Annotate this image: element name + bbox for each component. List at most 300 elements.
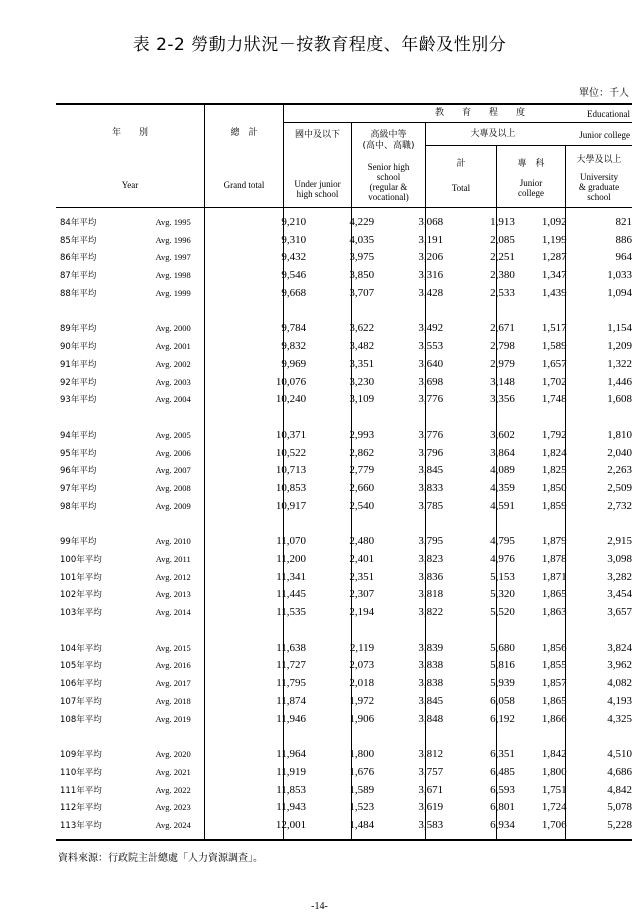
cell-under-junior: 3,850 [349,269,375,282]
header-junior-en-1: Junior [519,178,543,188]
header-junior-zh: 專 科 [517,159,545,169]
row-label-en: Avg. 1996 [155,234,191,245]
row-label-zh: 97年平均 [60,484,97,494]
row-group [56,319,632,408]
cell-under-junior: 1,676 [349,765,375,778]
cell-under-junior: 2,660 [349,482,375,494]
table-row [56,639,632,657]
cell-university: 1,446 [607,375,633,388]
table-row [56,745,632,763]
row-label-zh: 95年平均 [60,448,97,459]
header-univ-en-3: school [587,192,611,202]
cell-college-total: 6,593 [490,783,515,796]
row-label-zh: 84年平均 [60,217,97,228]
cell-college-total: 5,320 [490,588,515,601]
page-title: 表 2-2 勞動力狀況－按教育程度、年齡及性別分 [132,35,507,55]
cell-grand-total: 9,668 [281,286,307,299]
row-group [56,532,632,621]
row-label-zh: 98年平均 [60,501,97,512]
header-senior-zh-1: 高級中等 [370,130,407,140]
cell-university: 4,082 [607,677,633,690]
cell-grand-total: 11,946 [276,712,307,725]
header-under-en-1: Under junior [294,179,341,189]
cell-under-junior: 4,229 [349,215,375,228]
cell-university: 4,686 [607,765,633,778]
row-label-en: Avg. 2003 [155,376,191,387]
header-univ-en-1: University [580,172,618,182]
row-label-zh: 85年平均 [60,235,97,246]
cell-college-total: 4,591 [490,499,515,512]
cell-college-total: 6,801 [490,801,515,814]
cell-senior-high: 3,838 [418,677,444,690]
cell-under-junior: 2,779 [349,464,375,477]
table-top-rule [56,103,632,105]
cell-senior-high: 3,845 [418,464,444,477]
cell-senior-high: 3,812 [418,748,444,761]
row-label-zh: 86年平均 [60,253,97,264]
cell-senior-high: 3,640 [418,357,444,370]
row-label-en: Avg. 2020 [155,749,191,760]
cell-senior-high: 3,671 [418,783,444,796]
cell-under-junior: 2,480 [349,535,375,548]
cell-under-junior: 3,482 [349,340,375,353]
cell-junior-college: 1,878 [541,552,567,565]
header-senior-en-3: (regular & [369,182,408,192]
cell-junior-college: 1,857 [541,677,567,690]
cell-senior-high: 3,836 [418,570,444,583]
header-edu-en: Educational [587,109,630,119]
cell-college-total: 6,934 [490,819,515,832]
cell-junior-college: 1,855 [541,659,567,672]
cell-university: 3,962 [607,659,633,672]
cell-under-junior: 1,523 [349,801,375,814]
table-row [56,657,632,675]
row-label-en: Avg. 2013 [155,589,191,600]
cell-junior-college: 1,825 [541,464,567,477]
row-label-zh: 112年平均 [60,803,102,814]
cell-grand-total: 10,853 [275,482,307,494]
cell-junior-college: 1,517 [541,322,567,335]
cell-college-total: 4,359 [490,482,515,494]
cell-senior-high: 3,191 [418,233,444,246]
cell-grand-total: 9,432 [281,251,307,264]
cell-senior-high: 3,068 [418,215,444,228]
header-total-en: Grand total [223,180,265,190]
cell-junior-college: 1,748 [541,393,567,406]
cell-university: 1,608 [607,393,633,406]
cell-university: 964 [615,251,633,264]
cell-senior-high: 3,492 [418,322,444,335]
cell-under-junior: 2,540 [349,499,375,512]
row-label-zh: 91年平均 [60,359,97,370]
table-row [56,390,632,408]
page-number: -14- [311,901,328,912]
cell-junior-college: 1,092 [541,215,567,228]
cell-senior-high: 3,428 [418,286,444,299]
cell-university: 1,209 [607,340,633,353]
cell-college-total: 4,976 [490,552,515,565]
row-label-en: Avg. 2024 [155,820,191,831]
cell-junior-college: 1,865 [541,694,567,707]
header-sum-en: Total [451,183,471,193]
table-row [56,816,632,834]
cell-grand-total: 9,310 [281,233,307,246]
table-row [56,231,632,249]
row-label-en: Avg. 2022 [155,784,191,795]
cell-senior-high: 3,619 [418,801,444,814]
cell-university: 3,657 [607,606,633,619]
row-label-zh: 110年平均 [60,767,102,778]
table-row [56,710,632,728]
cell-under-junior: 2,993 [349,428,375,441]
cell-college-total: 2,798 [490,340,515,353]
cell-junior-college: 1,589 [541,340,567,353]
cell-university: 1,154 [607,322,633,335]
cell-under-junior: 1,484 [349,819,375,832]
table-row [56,461,632,479]
source-note: 資料來源：行政院主計總處「人力資源調查」。 [58,853,263,864]
table-row [56,763,632,781]
cell-senior-high: 3,757 [418,765,444,778]
cell-senior-high: 3,833 [418,482,444,494]
cell-college-total: 3,602 [490,428,515,441]
cell-university: 5,078 [607,801,633,814]
cell-grand-total: 9,210 [281,215,307,228]
cell-senior-high: 3,795 [418,535,444,548]
row-group [56,426,632,515]
cell-university: 4,193 [607,694,633,707]
cell-college-total: 2,085 [490,233,515,246]
cell-grand-total: 11,874 [276,694,307,707]
row-label-en: Avg. 2014 [155,607,191,618]
header-college-zh: 大專及以上 [470,129,516,139]
row-label-zh: 107年平均 [60,696,102,707]
table-row [56,532,632,550]
row-label-en: Avg. 2021 [155,766,191,777]
cell-junior-college: 1,800 [541,765,567,778]
cell-under-junior: 2,401 [349,552,375,565]
cell-junior-college: 1,702 [541,375,567,388]
row-label-zh: 90年平均 [60,342,97,353]
row-label-en: Avg. 2002 [155,358,191,369]
cell-grand-total: 11,919 [276,765,307,778]
row-label-zh: 89年平均 [60,324,97,335]
header-univ-zh: 大學及以上 [576,155,622,165]
row-label-zh: 93年平均 [60,395,97,406]
cell-grand-total: 12,001 [275,819,307,832]
cell-under-junior: 1,589 [349,783,375,796]
table-row [56,798,632,816]
row-label-en: Avg. 2006 [155,447,191,458]
cell-senior-high: 3,823 [418,552,444,565]
row-label-zh: 105年平均 [60,661,102,672]
row-label-en: Avg. 2005 [155,429,191,440]
cell-grand-total: 11,853 [276,783,307,796]
table-row [56,213,632,231]
row-label-en: Avg. 2019 [155,713,191,724]
row-label-en: Avg. 2015 [155,642,191,653]
cell-junior-college: 1,856 [541,641,567,654]
cell-university: 3,454 [607,588,633,601]
header-senior-zh-2: (高中、高職) [362,141,415,151]
table-row [56,337,632,355]
cell-senior-high: 3,822 [418,606,444,619]
row-label-zh: 108年平均 [60,714,102,725]
cell-college-total: 3,148 [490,375,515,388]
cell-grand-total: 11,341 [276,570,307,583]
cell-college-total: 1,913 [490,215,515,228]
cell-grand-total: 11,964 [276,748,307,761]
row-label-zh: 92年平均 [60,377,97,388]
table-row [56,479,632,497]
cell-college-total: 4,089 [490,464,515,477]
header-univ-en-2: & graduate [578,182,620,192]
cell-senior-high: 3,845 [418,694,444,707]
cell-university: 2,915 [607,535,633,548]
college-header-rule [425,145,632,146]
cell-junior-college: 1,865 [541,588,567,601]
cell-grand-total: 11,795 [276,677,307,690]
row-label-zh: 101年平均 [60,572,102,583]
table-row [56,319,632,337]
header-sum-zh: 計 [456,159,466,169]
table-row [56,373,632,391]
cell-college-total: 2,380 [490,269,515,282]
row-label-en: Avg. 2007 [155,465,191,476]
header-year-en: Year [121,180,139,190]
edu-header-rule [283,122,632,123]
cell-college-total: 6,485 [490,765,515,778]
cell-under-junior: 1,906 [349,712,375,725]
cell-grand-total: 9,784 [281,322,307,335]
row-label-en: Avg. 2012 [155,571,191,582]
row-label-en: Avg. 2009 [155,500,191,511]
row-label-zh: 102年平均 [60,590,102,601]
cell-junior-college: 1,871 [541,570,567,583]
cell-grand-total: 11,727 [276,659,307,672]
cell-college-total: 6,351 [490,748,515,761]
row-label-en: Avg. 2017 [155,678,191,689]
header-under-en-2: high school [296,189,339,199]
row-label-zh: 109年平均 [60,750,102,761]
cell-university: 3,098 [607,552,633,565]
cell-college-total: 2,533 [490,286,515,299]
cell-college-total: 5,816 [490,659,515,672]
cell-under-junior: 3,351 [349,357,375,370]
cell-under-junior: 2,862 [349,446,375,459]
cell-university: 1,810 [607,428,633,441]
cell-senior-high: 3,776 [418,428,444,441]
cell-under-junior: 2,194 [349,606,375,619]
cell-junior-college: 1,657 [541,357,567,370]
cell-junior-college: 1,347 [541,269,567,282]
table-row [56,355,632,373]
row-label-zh: 88年平均 [60,288,97,299]
row-label-en: Avg. 1998 [155,270,191,281]
cell-grand-total: 11,943 [276,801,307,814]
row-group [56,745,632,834]
cell-grand-total: 11,200 [276,552,307,565]
row-label-en: Avg. 1995 [155,216,191,227]
row-label-en: Avg. 2001 [155,341,191,352]
table-row [56,586,632,604]
cell-university: 886 [615,233,633,246]
cell-grand-total: 10,522 [275,446,307,459]
cell-senior-high: 3,796 [418,446,444,459]
cell-under-junior: 2,351 [349,570,375,583]
row-label-zh: 99年平均 [60,537,97,548]
cell-senior-high: 3,776 [418,393,444,406]
cell-university: 3,824 [607,641,633,654]
cell-college-total: 6,058 [490,694,515,707]
table-row [56,550,632,568]
cell-junior-college: 1,751 [541,783,567,796]
cell-senior-high: 3,553 [418,340,444,353]
cell-college-total: 5,680 [490,641,515,654]
cell-grand-total: 11,535 [276,606,307,619]
row-group [56,213,632,302]
row-label-zh: 94年平均 [60,430,97,441]
row-label-en: Avg. 2011 [155,553,191,564]
cell-junior-college: 1,287 [541,251,567,264]
table-row [56,603,632,621]
cell-junior-college: 1,706 [541,819,567,832]
cell-grand-total: 10,371 [275,428,307,441]
header-under-zh: 國中及以下 [294,130,340,140]
row-label-zh: 106年平均 [60,679,102,690]
row-label-en: Avg. 2008 [155,483,191,493]
table-row [56,266,632,284]
cell-senior-high: 3,785 [418,499,444,512]
cell-university: 4,842 [607,783,633,796]
row-label-en: Avg. 1997 [155,252,191,263]
cell-grand-total: 9,546 [281,269,307,282]
cell-senior-high: 3,698 [418,375,444,388]
header-year-zh: 年 別 [111,128,148,138]
cell-junior-college: 1,866 [541,712,567,725]
cell-senior-high: 3,316 [418,269,444,282]
cell-university: 1,094 [607,286,633,299]
cell-senior-high: 3,839 [418,641,444,654]
cell-grand-total: 10,713 [275,464,307,477]
table-row [56,692,632,710]
cell-under-junior: 3,622 [349,322,375,335]
header-bottom-rule [56,207,632,208]
cell-grand-total: 9,832 [281,340,307,353]
cell-under-junior: 2,119 [349,641,375,654]
row-label-zh: 96年平均 [60,466,97,477]
row-label-en: Avg. 1999 [155,287,191,298]
cell-university: 821 [615,215,633,228]
cell-grand-total: 11,445 [276,588,307,601]
cell-under-junior: 3,975 [349,251,375,264]
table-row [56,444,632,462]
cell-under-junior: 3,707 [349,286,375,299]
cell-junior-college: 1,859 [541,499,567,512]
row-label-zh: 100年平均 [60,554,102,565]
cell-grand-total: 11,638 [276,641,307,654]
row-label-zh: 111年平均 [60,785,102,796]
cell-university: 2,263 [607,464,633,477]
cell-college-total: 5,939 [490,677,515,690]
cell-grand-total: 10,076 [275,375,307,388]
cell-junior-college: 1,842 [541,748,567,761]
cell-under-junior: 4,035 [349,233,375,246]
cell-university: 4,325 [607,712,633,725]
table-row [56,426,632,444]
cell-college-total: 2,251 [490,251,515,264]
cell-university: 2,732 [607,499,633,512]
row-label-zh: 103年平均 [60,608,102,619]
table-row [56,497,632,515]
cell-college-total: 3,864 [490,446,515,459]
cell-university: 1,322 [607,357,633,370]
cell-college-total: 5,520 [490,606,515,619]
cell-under-junior: 3,230 [349,375,375,388]
unit-label: 單位：千人 [579,88,629,99]
cell-university: 2,040 [607,446,633,459]
row-label-zh: 113年平均 [60,821,102,832]
cell-senior-high: 3,838 [418,659,444,672]
table-row [56,284,632,302]
row-label-en: Avg. 2018 [155,695,191,706]
cell-college-total: 2,671 [490,322,515,335]
table-row [56,674,632,692]
header-college-en: Junior college [579,130,630,140]
row-label-en: Avg. 2004 [155,394,191,405]
cell-grand-total: 9,969 [281,357,307,370]
cell-junior-college: 1,879 [541,535,567,548]
cell-college-total: 5,153 [490,570,515,583]
cell-college-total: 2,979 [490,357,515,370]
cell-grand-total: 10,240 [275,393,307,406]
cell-university: 3,282 [607,570,633,583]
cell-college-total: 3,356 [490,393,515,406]
cell-university: 5,228 [607,819,633,832]
cell-junior-college: 1,863 [541,606,567,619]
cell-under-junior: 3,109 [349,393,375,406]
cell-college-total: 4,795 [490,535,515,548]
row-label-en: Avg. 2010 [155,536,191,547]
header-senior-en-4: vocational) [368,192,409,202]
row-label-zh: 87年平均 [60,271,97,282]
cell-under-junior: 1,800 [349,748,375,761]
header-edu-zh: 教 育 程 度 [434,108,525,118]
cell-university: 4,510 [607,748,633,761]
cell-junior-college: 1,724 [541,801,567,814]
table-row [56,568,632,586]
cell-junior-college: 1,850 [541,482,567,494]
cell-grand-total: 11,070 [276,535,307,548]
row-label-zh: 104年平均 [60,643,102,654]
cell-senior-high: 3,583 [418,819,444,832]
cell-junior-college: 1,792 [541,428,567,441]
cell-college-total: 6,192 [490,712,515,725]
cell-senior-high: 3,206 [418,251,444,264]
row-group [56,639,632,728]
header-junior-en-2: college [518,188,544,198]
cell-junior-college: 1,824 [541,446,567,459]
header-total-zh: 總 計 [230,128,258,138]
cell-junior-college: 1,439 [541,286,567,299]
header-senior-en-1: Senior high [367,162,410,172]
cell-under-junior: 2,018 [349,677,375,690]
row-label-en: Avg. 2016 [155,660,191,671]
cell-university: 2,509 [607,482,633,494]
cell-senior-high: 3,848 [418,712,444,725]
cell-university: 1,033 [607,269,633,282]
row-label-en: Avg. 2000 [155,323,191,334]
